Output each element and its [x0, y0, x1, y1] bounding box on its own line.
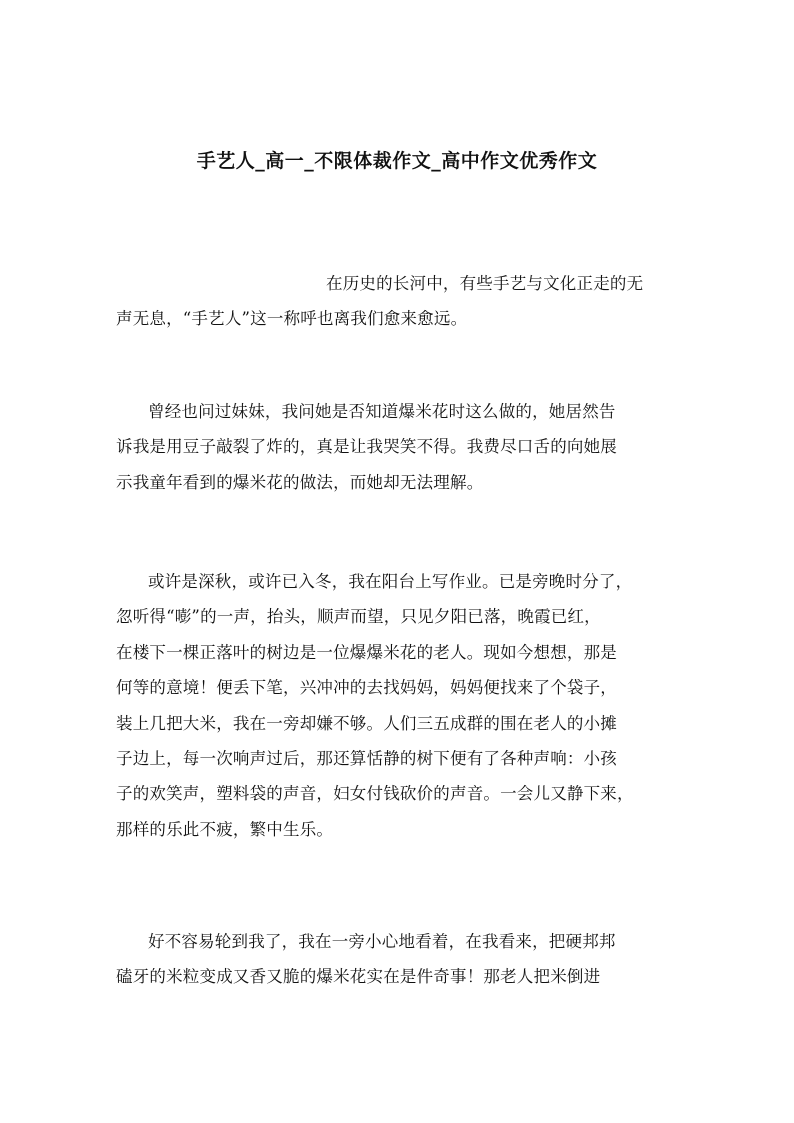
paragraph-line: 曾经也问过妹妹，我问她是否知道爆米花时这么做的，她居然告	[148, 402, 616, 421]
paragraph-3	[116, 564, 688, 847]
document-title: 手艺人_高一_不限体裁作文_高中作文优秀作文	[196, 150, 598, 172]
paragraph-line: 子边上，每一次响声过后，那还算恬静的树下便有了各种声响：小孩	[116, 749, 617, 769]
paragraph-line: 装上几把大米，我在一旁却嫌不够。人们三五成群的围在老人的小摊	[116, 713, 617, 733]
paragraph-line: 好不容易轮到我了，我在一旁小心地看着，在我看来，把硬邦邦	[148, 932, 616, 951]
paragraph-line: 在历史的长河中，有些手艺与文化正走的无	[326, 274, 644, 293]
paragraph-line: 声无息，“手艺人”这一称呼也离我们愈来愈远。	[116, 309, 468, 329]
paragraph-line: 何等的意境！便丢下笔，兴冲冲的去找妈妈，妈妈便找来了个袋子，	[116, 678, 617, 698]
paragraph-line: 忽听得“嘭”的一声，抬头，顺声而望，只见夕阳已落，晚霞已红，	[116, 607, 601, 627]
paragraph-line: 磕牙的米粒变成又香又脆的爆米花实在是件奇事！那老人把米倒进	[116, 967, 601, 987]
paragraph-2	[116, 394, 688, 500]
paragraph-4	[116, 924, 688, 995]
paragraph-line: 或许是深秋，或许已入冬，我在阳台上写作业。已是旁晚时分了，	[148, 572, 633, 591]
paragraph-line: 示我童年看到的爆米花的做法，而她却无法理解。	[116, 472, 484, 492]
paragraph-1	[116, 266, 688, 337]
paragraph-line: 在楼下一棵正落叶的树边是一位爆爆米花的老人。现如今想想，那是	[116, 642, 617, 662]
paragraph-line: 那样的乐此不疲，繁中生乐。	[116, 819, 334, 839]
paragraph-line: 子的欢笑声，塑料袋的声音，妇女付钱砍价的声音。一会儿又静下来，	[116, 784, 634, 804]
paragraph-line: 诉我是用豆子敲裂了炸的，真是让我哭笑不得。我费尽口舌的向她展	[116, 437, 617, 457]
